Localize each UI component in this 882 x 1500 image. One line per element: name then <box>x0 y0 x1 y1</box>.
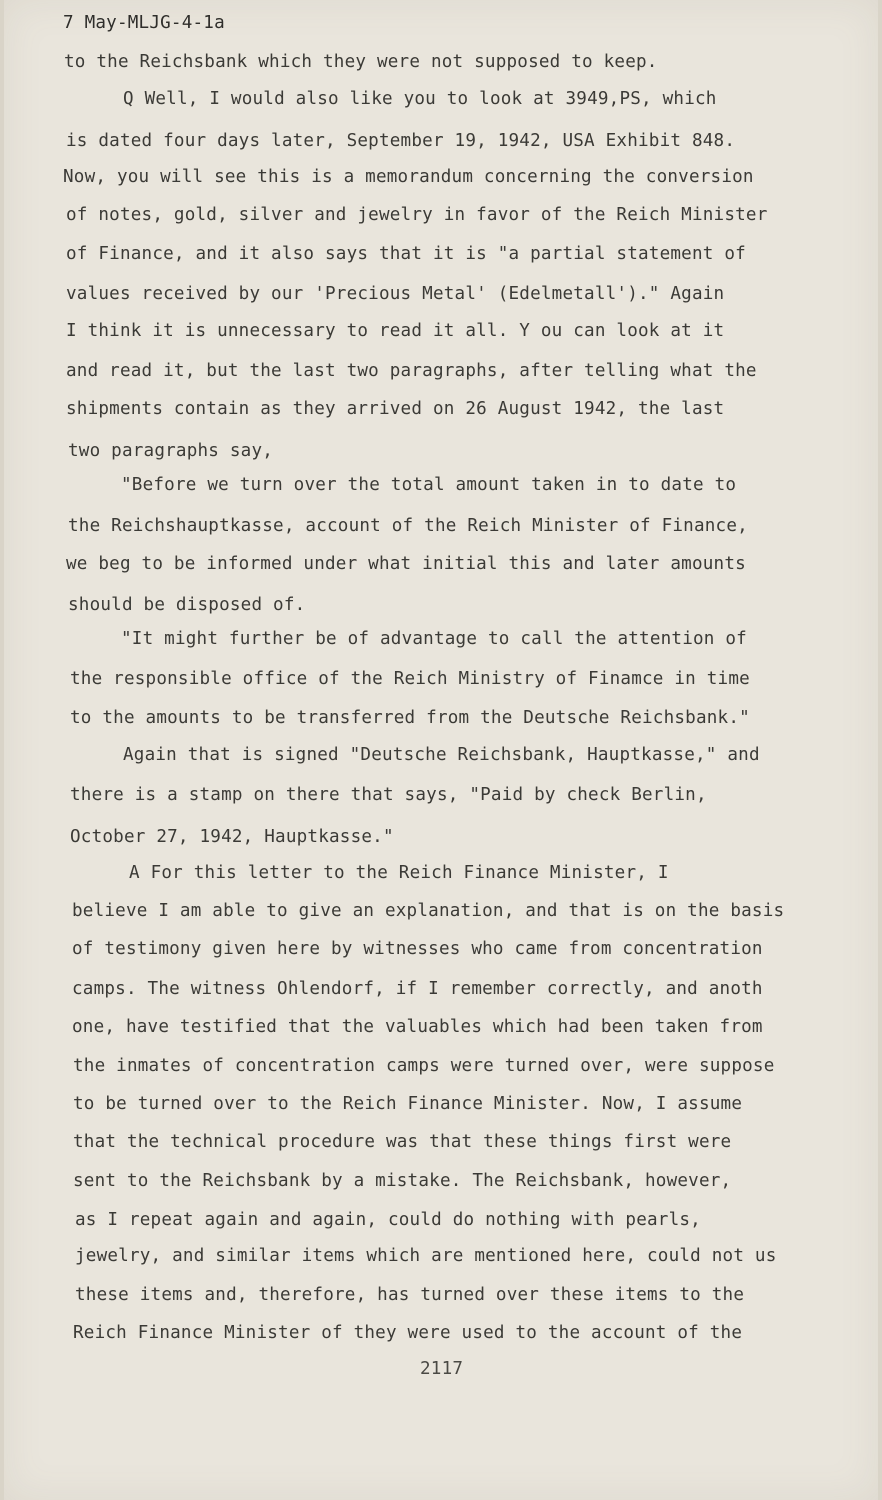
text-line: is dated four days later, September 19, 1942, USA Exhibit 848. <box>66 131 736 151</box>
text-line: believe I am able to give an explanation, and that is on the basis <box>72 901 785 921</box>
text-line: sent to the Reichsbank by a mistake. The Reichsbank, however, <box>73 1171 732 1191</box>
text-line: Now, you will see this is a memorandum concerning the conversion <box>63 167 754 187</box>
text-line: of notes, gold, silver and jewelry in favor of the Reich Minister <box>66 205 768 225</box>
document-page <box>4 0 878 1500</box>
text-line: to the amounts to be transferred from the Deutsche Reichsbank." <box>70 708 750 728</box>
text-line: there is a stamp on there that says, "Paid by check Berlin, <box>70 785 707 805</box>
text-line: that the technical procedure was that these things first were <box>73 1132 732 1152</box>
text-line: Reich Finance Minister of they were used to the account of the <box>73 1323 743 1343</box>
text-line: to be turned over to the Reich Finance Minister. Now, I assume <box>73 1094 743 1114</box>
text-line: October 27, 1942, Hauptkasse." <box>70 827 394 847</box>
text-line: I think it is unnecessary to read it all. Y ou can look at it <box>66 321 725 341</box>
text-line: and read it, but the last two paragraphs, after telling what the <box>66 361 757 381</box>
text-line: we beg to be informed under what initial this and later amounts <box>66 554 746 574</box>
text-line: shipments contain as they arrived on 26 August 1942, the last <box>66 399 725 419</box>
text-line: A For this letter to the Reich Finance Minister, I <box>129 863 669 883</box>
text-line: Q Well, I would also like you to look at 3949,PS, which <box>123 89 717 109</box>
text-line: of testimony given here by witnesses who came from concentration <box>72 939 763 959</box>
text-line: should be disposed of. <box>68 595 306 615</box>
text-line: as I repeat again and again, could do nothing with pearls, <box>75 1210 701 1230</box>
text-line: "It might further be of advantage to call the attention of <box>121 629 747 649</box>
text-line: two paragraphs say, <box>68 441 274 461</box>
text-line: one, have testified that the valuables which had been taken from <box>72 1017 763 1037</box>
text-line: jewelry, and similar items which are mentioned here, could not us <box>75 1246 777 1266</box>
text-line: these items and, therefore, has turned over these items to the <box>75 1285 745 1305</box>
text-line: the inmates of concentration camps were turned over, were suppose <box>73 1056 775 1076</box>
text-line: of Finance, and it also says that it is "a partial statement of <box>66 244 746 264</box>
page-number: 2117 <box>420 1359 464 1379</box>
text-line: camps. The witness Ohlendorf, if I remember correctly, and anoth <box>72 979 763 999</box>
text-line: "Before we turn over the total amount taken in to date to <box>121 475 737 495</box>
text-line: Again that is signed "Deutsche Reichsbank, Hauptkasse," and <box>123 745 760 765</box>
text-line: the Reichshauptkasse, account of the Reich Minister of Finance, <box>68 516 748 536</box>
text-line: to the Reichsbank which they were not supposed to keep. <box>64 52 658 72</box>
text-line: values received by our 'Precious Metal' (Edelmetall')." Again <box>66 284 725 304</box>
text-line: the responsible office of the Reich Ministry of Finamce in time <box>70 669 750 689</box>
page-header: 7 May-MLJG-4-1a <box>63 13 225 33</box>
